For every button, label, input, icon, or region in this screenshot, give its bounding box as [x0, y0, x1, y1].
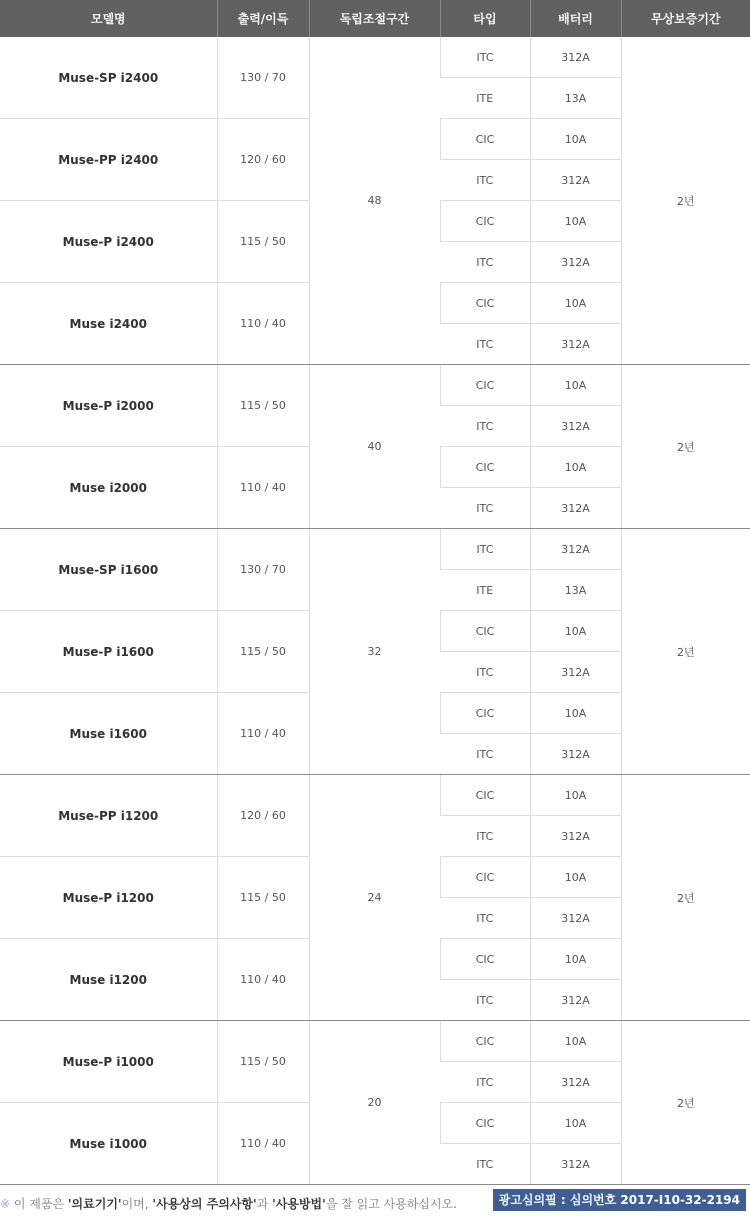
notice-part: ※ [0, 1197, 11, 1211]
battery-cell: 10A [530, 201, 621, 242]
battery-cell: 312A [530, 734, 621, 775]
type-cell: CIC [440, 939, 530, 980]
battery-cell: 10A [530, 857, 621, 898]
type-cell: CIC [440, 283, 530, 324]
type-cell: ITE [440, 570, 530, 611]
spec-body [0, 37, 750, 1185]
model-name: Muse-P i2000 [0, 365, 217, 447]
warranty-period: 2년 [621, 37, 750, 365]
model-name: Muse i1200 [0, 939, 217, 1021]
output-gain: 120 / 60 [217, 775, 309, 857]
model-name: Muse-PP i1200 [0, 775, 217, 857]
battery-cell: 312A [530, 1144, 621, 1185]
type-cell: CIC [440, 1021, 530, 1062]
battery-cell: 10A [530, 1021, 621, 1062]
type-cell: ITC [440, 652, 530, 693]
type-cell: ITC [440, 406, 530, 447]
notice-part: 이 제품은 [10, 1197, 68, 1211]
warranty-period: 2년 [621, 365, 750, 529]
type-cell: CIC [440, 611, 530, 652]
battery-cell: 10A [530, 775, 621, 816]
battery-cell: 312A [530, 160, 621, 201]
table-row [0, 1021, 750, 1062]
output-gain: 110 / 40 [217, 447, 309, 529]
type-cell: ITC [440, 734, 530, 775]
battery-cell: 312A [530, 488, 621, 529]
type-cell: ITC [440, 898, 530, 939]
header-type: 타입 [440, 0, 530, 37]
output-gain: 130 / 70 [217, 37, 309, 119]
warranty-period: 2년 [621, 1021, 750, 1185]
medical-device-notice [0, 1195, 457, 1212]
channel-count: 48 [309, 37, 440, 365]
model-name: Muse i1600 [0, 693, 217, 775]
type-cell: CIC [440, 365, 530, 406]
type-cell: ITC [440, 529, 530, 570]
notice-part: 을 잘 읽고 사용하십시오. [325, 1197, 458, 1211]
type-cell: ITC [440, 488, 530, 529]
battery-cell: 10A [530, 365, 621, 406]
type-cell: ITC [440, 37, 530, 78]
battery-cell: 312A [530, 1062, 621, 1103]
channel-count: 24 [309, 775, 440, 1021]
battery-cell: 10A [530, 1103, 621, 1144]
table-row [0, 775, 750, 816]
type-cell: ITC [440, 160, 530, 201]
table-row [0, 365, 750, 406]
battery-cell: 312A [530, 37, 621, 78]
type-cell: CIC [440, 1103, 530, 1144]
type-cell: CIC [440, 119, 530, 160]
notice-part: '의료기기' [67, 1197, 122, 1211]
battery-cell: 312A [530, 652, 621, 693]
output-gain: 110 / 40 [217, 283, 309, 365]
model-name: Muse i2400 [0, 283, 217, 365]
output-gain: 115 / 50 [217, 1021, 309, 1103]
model-name: Muse-P i1200 [0, 857, 217, 939]
model-name: Muse-P i1600 [0, 611, 217, 693]
type-cell: ITE [440, 78, 530, 119]
table-row [0, 529, 750, 570]
notice-part: '사용방법' [272, 1197, 326, 1211]
output-gain: 115 / 50 [217, 365, 309, 447]
type-cell: CIC [440, 857, 530, 898]
battery-cell: 10A [530, 693, 621, 734]
footer [0, 1185, 750, 1222]
channel-count: 40 [309, 365, 440, 529]
battery-cell: 312A [530, 980, 621, 1021]
type-cell: ITC [440, 1144, 530, 1185]
battery-cell: 312A [530, 324, 621, 365]
output-gain: 115 / 50 [217, 857, 309, 939]
channel-count: 32 [309, 529, 440, 775]
output-gain: 115 / 50 [217, 611, 309, 693]
type-cell: CIC [440, 447, 530, 488]
type-cell: ITC [440, 242, 530, 283]
type-cell: CIC [440, 693, 530, 734]
battery-cell: 10A [530, 447, 621, 488]
model-name: Muse i1000 [0, 1103, 217, 1185]
battery-cell: 312A [530, 898, 621, 939]
battery-cell: 13A [530, 570, 621, 611]
battery-cell: 312A [530, 242, 621, 283]
battery-cell: 10A [530, 283, 621, 324]
output-gain: 110 / 40 [217, 1103, 309, 1185]
battery-cell: 10A [530, 611, 621, 652]
header-battery: 배터리 [530, 0, 621, 37]
output-gain: 120 / 60 [217, 119, 309, 201]
type-cell: ITC [440, 980, 530, 1021]
type-cell: ITC [440, 1062, 530, 1103]
model-name: Muse i2000 [0, 447, 217, 529]
header-row [0, 0, 750, 37]
type-cell: CIC [440, 201, 530, 242]
warranty-period: 2년 [621, 775, 750, 1021]
header-model: 모델명 [0, 0, 217, 37]
header-warranty: 무상보증기간 [621, 0, 750, 37]
ad-review-badge: 광고심의필 : 심의번호 2017-I10-32-2194 [493, 1189, 746, 1211]
notice-part: 과 [256, 1197, 273, 1211]
model-name: Muse-SP i1600 [0, 529, 217, 611]
model-name: Muse-P i2400 [0, 201, 217, 283]
battery-cell: 10A [530, 119, 621, 160]
battery-cell: 312A [530, 529, 621, 570]
battery-cell: 13A [530, 78, 621, 119]
model-name: Muse-SP i2400 [0, 37, 217, 119]
notice-part: '사용상의 주의사항' [152, 1197, 257, 1211]
warranty-period: 2년 [621, 529, 750, 775]
type-cell: CIC [440, 775, 530, 816]
model-name: Muse-PP i2400 [0, 119, 217, 201]
header-channels: 독립조절구간 [309, 0, 440, 37]
output-gain: 115 / 50 [217, 201, 309, 283]
battery-cell: 312A [530, 816, 621, 857]
type-cell: ITC [440, 816, 530, 857]
channel-count: 20 [309, 1021, 440, 1185]
battery-cell: 10A [530, 939, 621, 980]
type-cell: ITC [440, 324, 530, 365]
battery-cell: 312A [530, 406, 621, 447]
output-gain: 110 / 40 [217, 693, 309, 775]
table-row [0, 37, 750, 78]
notice-part: 이며, [121, 1197, 153, 1211]
model-name: Muse-P i1000 [0, 1021, 217, 1103]
output-gain: 130 / 70 [217, 529, 309, 611]
header-output: 출력/이득 [217, 0, 309, 37]
output-gain: 110 / 40 [217, 939, 309, 1021]
